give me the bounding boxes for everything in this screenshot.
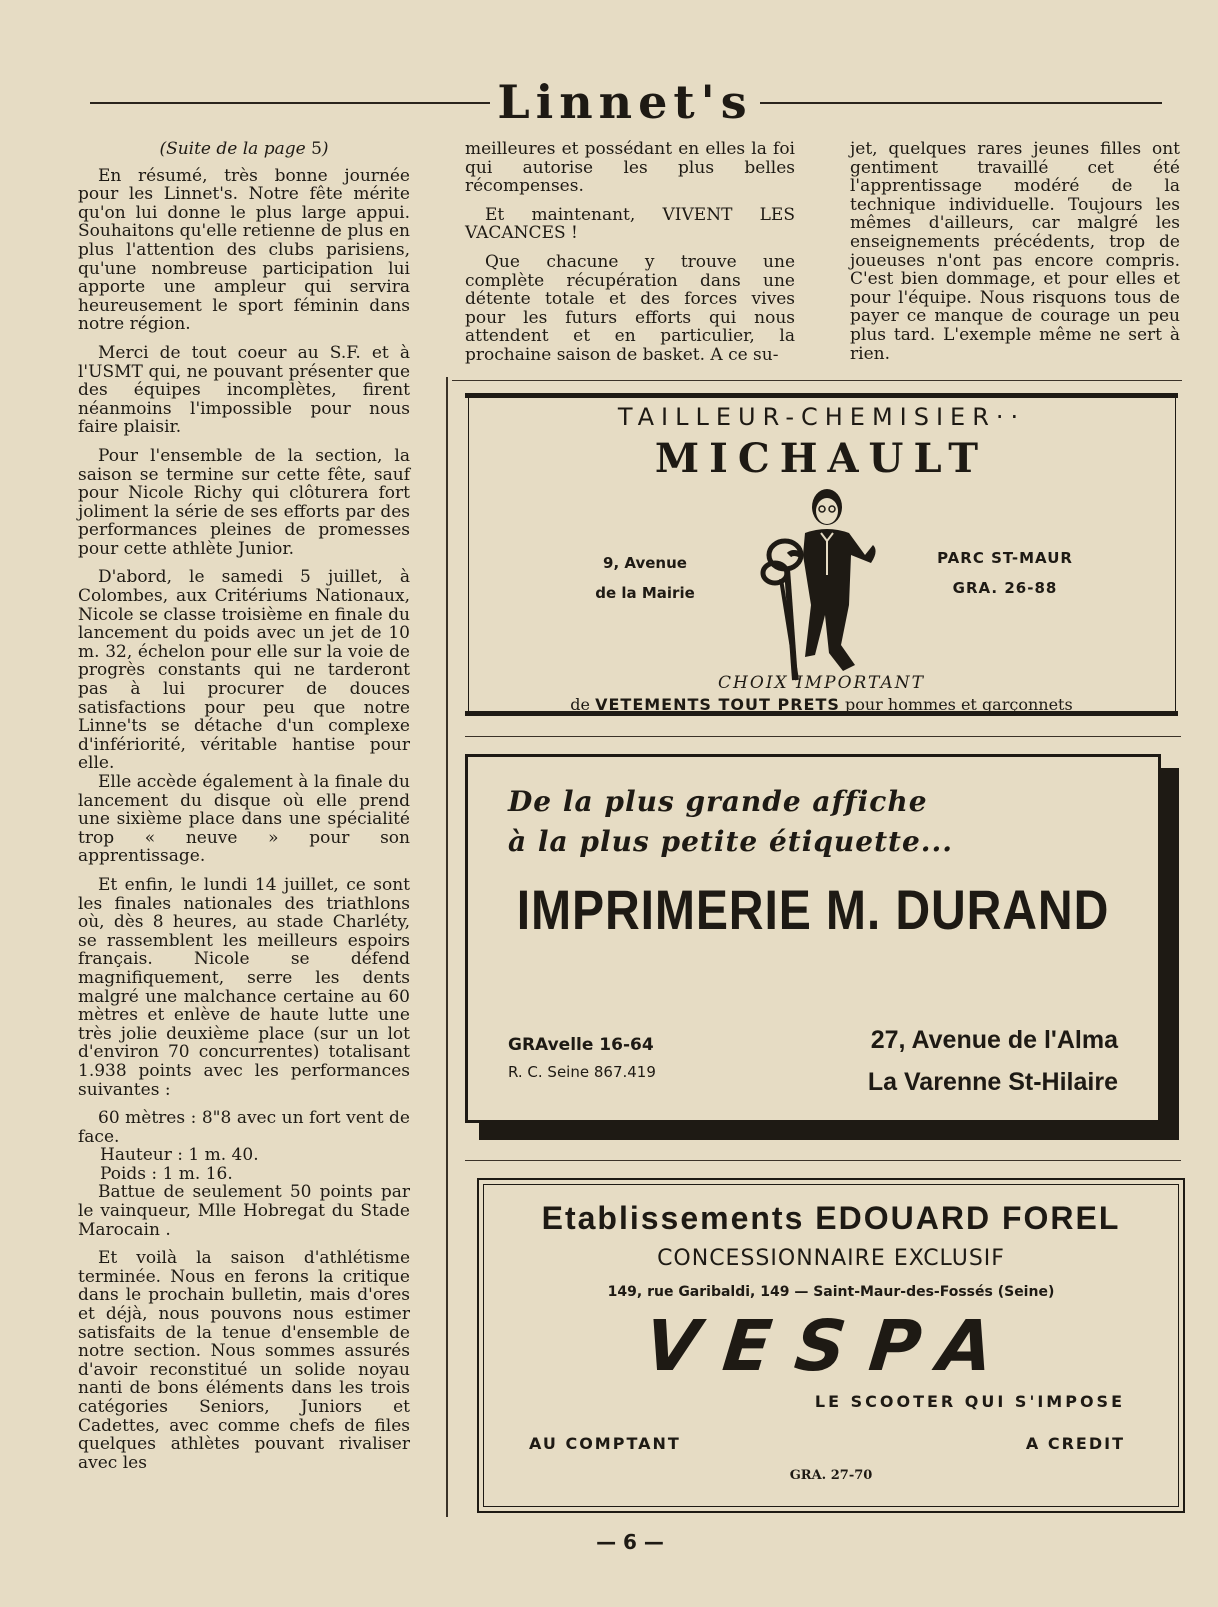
advert-offer bbox=[465, 695, 1178, 714]
address-line: de la Mairie bbox=[595, 584, 695, 602]
paragraph: Merci de tout coeur au S.F. et à l'USMT qui, ne pouvant présenter que des équipes incomplètes, firent néanmoins l'impossible pour nous faire plaisir. bbox=[78, 342, 410, 438]
place-line: PARC ST-MAUR bbox=[937, 549, 1073, 567]
performance-line: Poids : 1 m. 16. bbox=[100, 1163, 233, 1184]
advert-phone: GRAvelle 16-64 bbox=[508, 1035, 654, 1055]
address-line: 27, Avenue de l'Alma bbox=[870, 1026, 1118, 1054]
divider-rule bbox=[452, 380, 1182, 381]
advert-brand: IMPRIMERIE M. DURAND bbox=[516, 878, 1110, 941]
header-rule-left bbox=[90, 102, 490, 104]
advert-michault bbox=[465, 393, 1178, 720]
address-line: La Varenne St-Hilaire bbox=[867, 1068, 1118, 1096]
paragraph: Battue de seulement 50 points par le vainqueur, Mlle Hobregat du Stade Marocain . bbox=[78, 1182, 410, 1240]
advert-brand: Etablissements EDOUARD FOREL bbox=[541, 1200, 1121, 1236]
advert-location bbox=[895, 543, 1115, 603]
paragraph: En résumé, très bonne journée pour les Linnet's. Notre fête mérite qu'on lui donne le plus large appui. Souhaitons qu'elle retienne de plus en plus l'attention des clubs parisiens, qu'une nombreuse participation lui apporte une ampleur qui servira heureusement le sport féminin dans notre région. bbox=[78, 165, 410, 335]
divider-rule bbox=[465, 1160, 1181, 1161]
page-title: Linnet's bbox=[497, 75, 753, 129]
paragraph: Et maintenant, VIVENT LES VACANCES ! bbox=[465, 204, 795, 244]
advert-durand bbox=[465, 754, 1185, 1146]
advert-tagline: CHOIX IMPORTANT bbox=[718, 673, 925, 693]
paragraph: Et enfin, le lundi 14 juillet, ce sont les finales nationales des triathlons où, dès 8 heures, au stade Charléty, se rassemblent les meilleurs espoirs français. Nicole se défend magnifiquement, serre les dents malgré une malchance certaine au 60 mètres et enlève de haute lutte une très jolie deuxième place (sur un lot d'environ 70 concurrentes) totalisant 1.938 points avec les performances suivantes : bbox=[78, 874, 410, 1100]
paragraph: Et voilà la saison d'athlétisme terminée. Nous en ferons la critique dans le prochain bulletin, mais d'ores et déjà, nous pouvons nous estimer satisfaits de la tenue d'ensemble de notre section. Nous sommes assurés d'avoir reconstitué un solide noyau nanti de bons éléments dans les trois catégories Seniors, Juniors et Cadettes, avec comme chefs de files quelques athlètes pouvant rivaliser avec les bbox=[78, 1248, 410, 1473]
slogan-line: à la plus petite étiquette... bbox=[508, 825, 954, 858]
continuation-prefix: (Suite de la page bbox=[159, 139, 312, 159]
column-divider bbox=[446, 377, 448, 1517]
page-number: — 6 — bbox=[596, 1530, 664, 1554]
vespa-logo: VESPA bbox=[640, 1305, 1022, 1387]
advert-phone: GRA. 27-70 bbox=[789, 1468, 873, 1483]
advert-brand: MICHAULT bbox=[654, 435, 989, 482]
offer-bold: VETEMENTS TOUT PRETS bbox=[595, 695, 840, 714]
performance-line: Hauteur : 1 m. 40. bbox=[100, 1145, 259, 1166]
slogan-line: De la plus grande affiche bbox=[508, 785, 928, 818]
continuation-page: 5 bbox=[311, 139, 322, 159]
paragraph: Que chacune y trouve une complète récupération dans une détente totale et des forces vives pour les futurs efforts qui nous attendent et en particulier, la prochaine saison de basket. A ce su- bbox=[465, 251, 795, 365]
article-column-3 bbox=[850, 140, 1180, 373]
paragraph: meilleures et possédant en elles la foi qui autorise les plus belles récompenses. bbox=[465, 139, 795, 197]
advert-tagline: LE SCOOTER QUI S'IMPOSE bbox=[814, 1392, 1125, 1411]
paragraph: jet, quelques rares jeunes filles ont gentiment travaillé cet été l'apprentissage modéré de la technique individuelle. Toujours les mêmes d'ailleurs, car malgré les enseignements précédents, trop de joueuses n'ont pas encore compris. C'est bien dommage, et pour elles et pour l'équipe. Nous risquons tous de payer ce manque de courage un peu plus tard. L'exemple même ne sert à rien. bbox=[850, 139, 1180, 364]
paragraph: D'abord, le samedi 5 juillet, à Colombes, aux Critériums Nationaux, Nicole se classe troisième en finale du lancement du poids avec un jet de 10 m. 32, échelon pour elle sur la voie de progrès constants qui ne tarderont pas à lui procurer de douces satisfactions pour peu que notre Linne'ts se détache d'un complexe d'infériorité, véritable hantise pour elle. bbox=[78, 567, 410, 774]
paragraph: Elle accède également à la finale du lancement du disque où elle prend une sixième place dans une spécialité trop « neuve » pour son apprentissage. bbox=[78, 772, 410, 867]
advert-subtitle: CONCESSIONNAIRE EXCLUSIF bbox=[657, 1246, 1005, 1271]
payment-credit: A CREDIT bbox=[1025, 1434, 1125, 1453]
continuation-note bbox=[78, 140, 410, 159]
tailor-figure-icon bbox=[745, 485, 895, 685]
phone-line: GRA. 26-88 bbox=[952, 579, 1058, 597]
advert-address bbox=[768, 1019, 1118, 1103]
article-column-1 bbox=[78, 140, 410, 1482]
header-rule-right bbox=[760, 102, 1162, 104]
address-line: 9, Avenue bbox=[603, 554, 687, 572]
advert-forel bbox=[477, 1178, 1185, 1513]
advert-kicker: TAILLEUR-CHEMISIER·· bbox=[617, 403, 1026, 431]
offer-prefix: de bbox=[570, 695, 596, 714]
advert-address bbox=[575, 548, 715, 608]
advert-slogan bbox=[508, 782, 953, 862]
offer-suffix: pour hommes et garçonnets bbox=[839, 695, 1073, 714]
performance-line: 60 mètres : 8"8 avec un fort vent de face. bbox=[78, 1108, 410, 1147]
article-column-2 bbox=[465, 140, 795, 375]
page-header bbox=[80, 72, 1180, 132]
advert-registry: R. C. Seine 867.419 bbox=[508, 1063, 656, 1081]
paragraph: Pour l'ensemble de la section, la saison se termine sur cette fête, sauf pour Nicole Richy qui clôturera fort joliment la série de ses efforts par des performances pleines de promesses pour cette athlète Junior. bbox=[78, 445, 410, 559]
advert-frame bbox=[465, 754, 1161, 1123]
advert-address: 149, rue Garibaldi, 149 — Saint-Maur-des-Fossés (Seine) bbox=[607, 1284, 1055, 1300]
continuation-suffix: ) bbox=[321, 139, 329, 159]
payment-cash: AU COMPTANT bbox=[529, 1434, 681, 1453]
divider-rule bbox=[465, 736, 1181, 737]
